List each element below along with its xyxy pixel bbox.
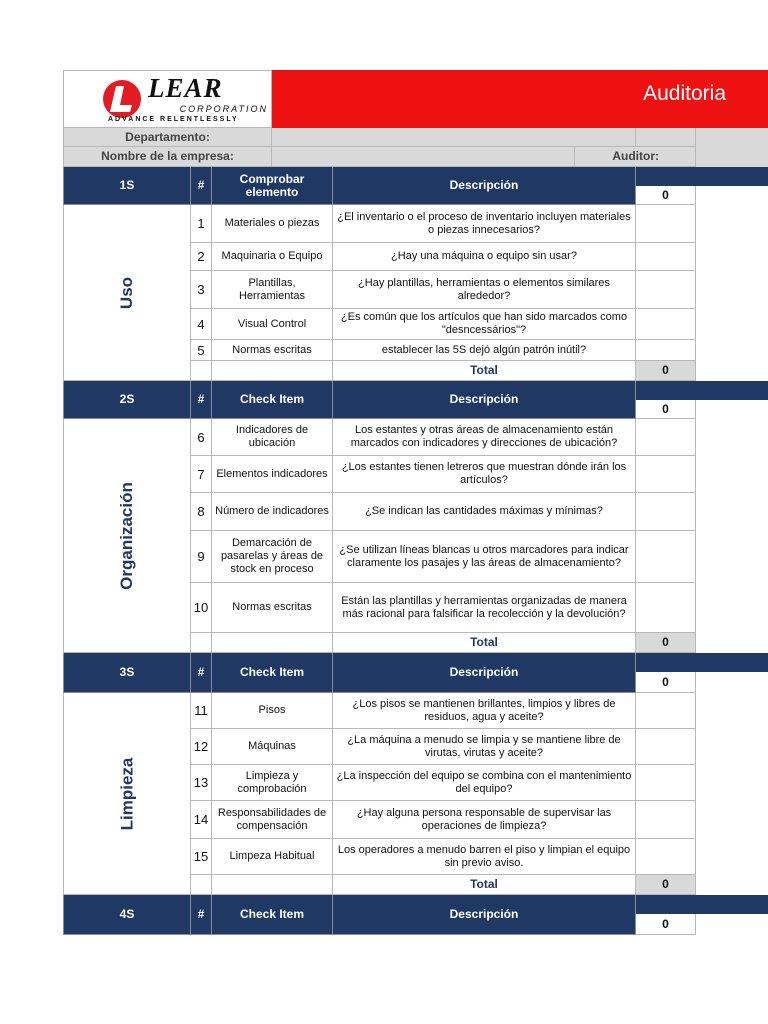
departamento-label: Departamento:: [63, 128, 272, 147]
item-description: ¿Hay alguna persona responsable de supervisar las operaciones de limpieza?: [333, 801, 636, 839]
desc-header: Descripción: [333, 653, 636, 693]
item-description: ¿Hay una máquina o equipo sin usar?: [333, 243, 636, 271]
score-cell[interactable]: [636, 340, 696, 361]
item-number: 7: [191, 456, 212, 493]
item-name: Elementos indicadores: [212, 456, 333, 493]
desc-header: Descripción: [333, 381, 636, 419]
item-number: 2: [191, 243, 212, 271]
empresa-label: Nombre de la empresa:: [63, 147, 272, 167]
item-name: Normas escritas: [212, 583, 333, 633]
lear-logo-icon: [102, 79, 142, 119]
score-cell[interactable]: [636, 693, 696, 729]
item-name: Demarcación de pasarelas y áreas de stock en proceso: [212, 531, 333, 583]
item-description: ¿Es común que los artículos que han sido marcados como "desncessários"?: [333, 309, 636, 340]
item-header: Check Item: [212, 653, 333, 693]
item-description: ¿Los pisos se mantienen brillantes, limpios y libres de residuos, agua y aceite?: [333, 693, 636, 729]
item-number: 13: [191, 765, 212, 801]
logo-tagline: ADVANCE RELENTLESSLY: [108, 116, 239, 123]
total-value: 0: [636, 361, 696, 381]
item-name: Número de indicadores: [212, 493, 333, 531]
section-score: 0: [636, 400, 696, 419]
score-cell[interactable]: [636, 531, 696, 583]
item-description: Los operadores a menudo barren el piso y limpian el equipo sin previo aviso.: [333, 839, 636, 875]
empresa-field[interactable]: [272, 147, 575, 167]
item-description: ¿Se utilizan líneas blancas u otros marcadores para indicar claramente los pasajes y las áreas de almacenamiento?: [333, 531, 636, 583]
section-label: Uso: [63, 205, 191, 381]
item-number: 10: [191, 583, 212, 633]
score-cell[interactable]: [636, 801, 696, 839]
item-description: ¿La máquina a menudo se limpia y se mantiene libre de virutas, virutas y aceite?: [333, 729, 636, 765]
item-name: Máquinas: [212, 729, 333, 765]
total-blank: [212, 633, 333, 653]
logo-box: [63, 70, 272, 128]
item-description: ¿Hay plantillas, herramientas o elementos similares alrededor?: [333, 271, 636, 309]
total-blank: [212, 875, 333, 895]
hash-header: #: [191, 381, 212, 419]
item-name: Limpeza Habitual: [212, 839, 333, 875]
item-name: Normas escritas: [212, 340, 333, 361]
score-header-bar: [636, 381, 768, 400]
info-ext-2: [696, 147, 768, 167]
logo-sub: CORPORATION: [179, 104, 268, 114]
section-code: 4S: [63, 895, 191, 935]
section-code: 1S: [63, 167, 191, 205]
item-description: establecer las 5S dejó algún patrón inútil?: [333, 340, 636, 361]
section-code: 3S: [63, 653, 191, 693]
score-cell[interactable]: [636, 456, 696, 493]
item-name: Maquinaria o Equipo: [212, 243, 333, 271]
score-cell[interactable]: [636, 271, 696, 309]
departamento-field[interactable]: [272, 128, 636, 147]
item-header: Check Item: [212, 381, 333, 419]
score-header-bar: [636, 653, 768, 672]
info-ext-1: [696, 128, 768, 147]
item-description: Están las plantillas y herramientas organizadas de manera más racional para falsificar la recolección y la devolución?: [333, 583, 636, 633]
page-title: Auditoria: [643, 82, 726, 105]
item-name: Visual Control: [212, 309, 333, 340]
logo-brand: LEAR: [148, 73, 223, 103]
total-label: Total: [333, 361, 636, 381]
item-name: Limpieza y comprobación: [212, 765, 333, 801]
section-label: Limpieza: [63, 693, 191, 895]
total-blank: [191, 633, 212, 653]
total-label: Total: [333, 875, 636, 895]
total-blank: [191, 361, 212, 381]
auditor-label: Auditor:: [575, 147, 696, 167]
item-number: 3: [191, 271, 212, 309]
item-name: Pisos: [212, 693, 333, 729]
hash-header: #: [191, 167, 212, 205]
score-cell[interactable]: [636, 729, 696, 765]
item-number: 5: [191, 340, 212, 361]
item-number: 1: [191, 205, 212, 243]
total-value: 0: [636, 633, 696, 653]
score-header-bar: [636, 895, 768, 914]
section-score: 0: [636, 914, 696, 935]
score-cell[interactable]: [636, 765, 696, 801]
item-header: Comprobar elemento: [212, 167, 333, 205]
item-number: 11: [191, 693, 212, 729]
item-name: Plantillas, Herramientas: [212, 271, 333, 309]
score-cell[interactable]: [636, 309, 696, 340]
score-cell[interactable]: [636, 839, 696, 875]
score-cell[interactable]: [636, 583, 696, 633]
total-value: 0: [636, 875, 696, 895]
item-number: 15: [191, 839, 212, 875]
item-number: 12: [191, 729, 212, 765]
section-score: 0: [636, 672, 696, 693]
item-description: ¿Se indican las cantidades máximas y mínimas?: [333, 493, 636, 531]
score-cell[interactable]: [636, 493, 696, 531]
score-cell[interactable]: [636, 419, 696, 456]
item-description: Los estantes y otras áreas de almacenamiento están marcados con indicadores y direcciones de ubicación?: [333, 419, 636, 456]
item-name: Indicadores de ubicación: [212, 419, 333, 456]
hash-header: #: [191, 653, 212, 693]
desc-header: Descripción: [333, 167, 636, 205]
item-number: 6: [191, 419, 212, 456]
item-number: 14: [191, 801, 212, 839]
desc-header: Descripción: [333, 895, 636, 935]
item-description: ¿El inventario o el proceso de inventario incluyen materiales o piezas innecesarios?: [333, 205, 636, 243]
departamento-extra: [636, 128, 696, 147]
total-label: Total: [333, 633, 636, 653]
score-cell[interactable]: [636, 205, 696, 243]
section-label: Organización: [63, 419, 191, 653]
hash-header: #: [191, 895, 212, 935]
item-number: 4: [191, 309, 212, 340]
score-cell[interactable]: [636, 243, 696, 271]
section-code: 2S: [63, 381, 191, 419]
item-description: ¿La inspección del equipo se combina con el mantenimiento del equipo?: [333, 765, 636, 801]
item-name: Responsabilidades de compensación: [212, 801, 333, 839]
item-description: ¿Los estantes tienen letreros que muestran dónde irán los artículos?: [333, 456, 636, 493]
item-number: 9: [191, 531, 212, 583]
item-number: 8: [191, 493, 212, 531]
total-blank: [212, 361, 333, 381]
score-header-bar: [636, 167, 768, 186]
section-score: 0: [636, 186, 696, 205]
item-header: Check Item: [212, 895, 333, 935]
total-blank: [191, 875, 212, 895]
item-name: Materiales o piezas: [212, 205, 333, 243]
